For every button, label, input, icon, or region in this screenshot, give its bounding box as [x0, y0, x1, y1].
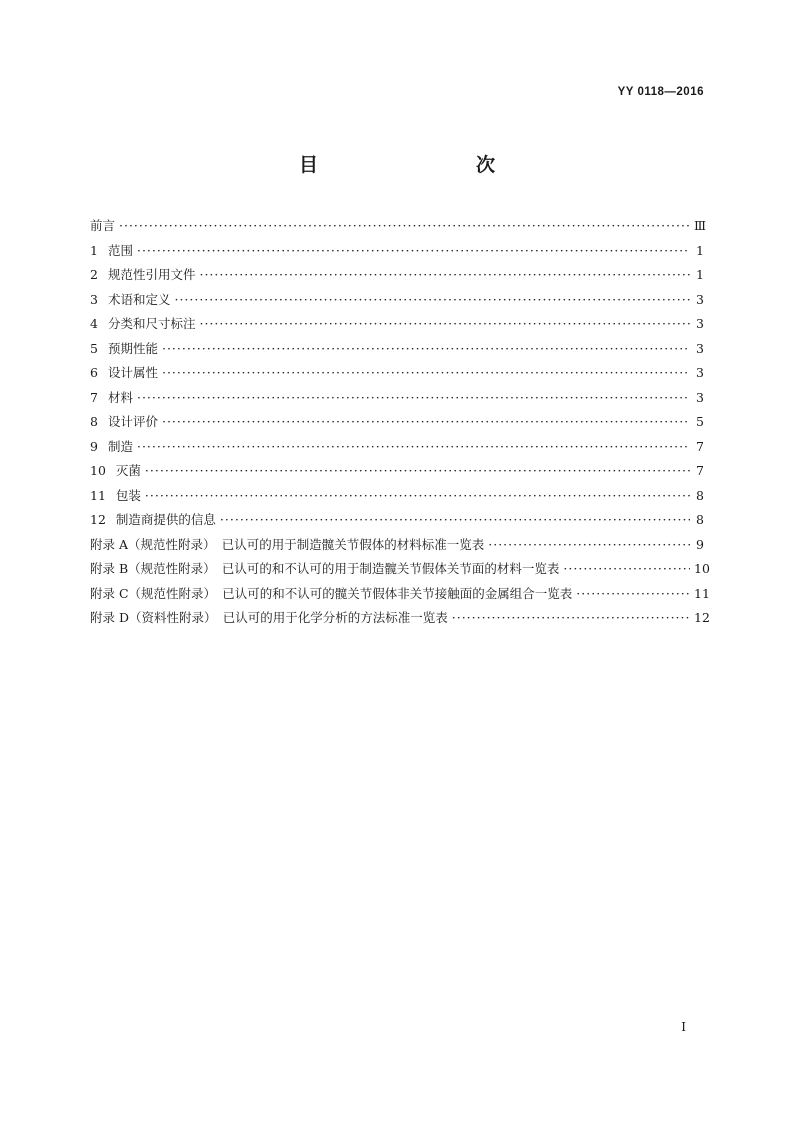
table-of-contents	[90, 216, 710, 633]
toc-entry-label: 前言	[90, 218, 116, 233]
toc-entry-number: 12	[90, 512, 106, 527]
toc-entry-materials[interactable]	[90, 388, 704, 413]
toc-entry-page: 10	[694, 561, 710, 576]
toc-entry-page: 7	[696, 438, 704, 454]
toc-entry-number: 8	[90, 414, 98, 429]
toc-entry-page: 3	[696, 340, 704, 356]
toc-entry-normative-references[interactable]	[90, 265, 704, 290]
toc-entry-label: 制造	[107, 438, 133, 454]
toc-entry-intended-performance[interactable]	[90, 339, 704, 364]
toc-entry-label: 预期性能	[107, 340, 158, 356]
toc-entry-label: 术语和定义	[107, 291, 171, 307]
toc-entry-label: 灭菌	[115, 463, 141, 478]
toc-entry-label: 附录 D（资料性附录） 已认可的用于化学分析的方法标准一览表	[90, 610, 448, 625]
toc-entry-label: 范围	[107, 242, 133, 258]
toc-entry-annex-c[interactable]	[90, 584, 710, 609]
toc-entry-packaging[interactable]	[90, 486, 704, 511]
toc-entry-number: 10	[90, 463, 106, 478]
toc-entry-annex-d[interactable]	[90, 608, 710, 633]
toc-entry-manufacture[interactable]	[90, 437, 704, 462]
toc-leader-dots	[162, 365, 690, 380]
toc-entry-number: 11	[90, 487, 106, 503]
toc-entry-number: 3	[90, 291, 98, 307]
toc-entry-manufacturer-info[interactable]	[90, 510, 704, 535]
toc-entry-label: 材料	[107, 389, 133, 405]
page-title: 目 次	[298, 154, 535, 176]
toc-entry-number: 7	[90, 389, 98, 405]
toc-entry-label: 分类和尺寸标注	[107, 316, 196, 331]
toc-entry-label: 包装	[115, 487, 141, 503]
toc-leader-dots	[452, 610, 690, 625]
toc-entry-page: 1	[696, 267, 704, 282]
toc-leader-dots	[119, 218, 690, 233]
toc-entry-number: 2	[90, 267, 98, 282]
toc-entry-terms[interactable]	[90, 290, 704, 315]
toc-leader-dots	[137, 243, 690, 258]
toc-leader-dots	[199, 267, 690, 282]
toc-entry-annex-a[interactable]	[90, 535, 704, 560]
toc-leader-dots	[220, 512, 690, 527]
toc-entry-page: 11	[694, 585, 710, 601]
toc-entry-annex-b[interactable]	[90, 559, 710, 584]
toc-entry-page: 3	[696, 365, 704, 380]
toc-entry-number: 5	[90, 340, 98, 356]
toc-leader-dots	[137, 439, 690, 454]
toc-entry-number: 4	[90, 316, 98, 331]
toc-entry-number: 6	[90, 365, 98, 380]
toc-entry-page: 9	[696, 536, 704, 552]
toc-entry-label: 附录 A（规范性附录） 已认可的用于制造髋关节假体的材料标准一览表	[90, 536, 485, 552]
toc-entry-scope[interactable]	[90, 241, 704, 266]
standard-code: YY 0118—2016	[617, 86, 704, 98]
toc-entry-label: 规范性引用文件	[107, 267, 196, 282]
toc-leader-dots	[162, 341, 690, 356]
toc-entry-page: 12	[694, 610, 710, 625]
toc-entry-number: 9	[90, 438, 98, 454]
toc-entry-page: Ⅲ	[694, 218, 707, 233]
toc-entry-label: 制造商提供的信息	[115, 512, 216, 527]
toc-entry-label: 附录 C（规范性附录） 已认可的和不认可的髋关节假体非关节接触面的金属组合一览表	[90, 585, 573, 601]
toc-leader-dots	[563, 561, 690, 576]
toc-entry-design-evaluation[interactable]	[90, 412, 704, 437]
toc-entry-preface[interactable]	[90, 216, 707, 241]
footer-page-number: I	[681, 1020, 686, 1034]
toc-entry-page: 1	[696, 242, 704, 258]
toc-entry-page: 3	[696, 291, 704, 307]
toc-entry-page: 7	[696, 463, 704, 478]
toc-entry-label: 设计属性	[107, 365, 158, 380]
toc-entry-classification[interactable]	[90, 314, 704, 339]
toc-entry-sterilization[interactable]	[90, 461, 704, 486]
toc-leader-dots	[488, 537, 690, 552]
toc-entry-page: 8	[696, 487, 704, 503]
toc-entry-label: 设计评价	[107, 414, 158, 429]
toc-leader-dots	[174, 292, 690, 307]
toc-leader-dots	[137, 390, 690, 405]
toc-entry-page: 3	[696, 316, 704, 331]
toc-entry-page: 8	[696, 512, 704, 527]
toc-entry-design-attributes[interactable]	[90, 363, 704, 388]
toc-leader-dots	[145, 488, 690, 503]
toc-leader-dots	[145, 463, 690, 478]
toc-entry-label: 附录 B（规范性附录） 已认可的和不认可的用于制造髋关节假体关节面的材料一览表	[90, 561, 560, 576]
toc-entry-page: 5	[696, 414, 704, 429]
toc-entry-number: 1	[90, 242, 98, 258]
toc-leader-dots	[199, 316, 690, 331]
toc-leader-dots	[162, 414, 690, 429]
toc-entry-page: 3	[696, 389, 704, 405]
toc-leader-dots	[576, 586, 690, 601]
